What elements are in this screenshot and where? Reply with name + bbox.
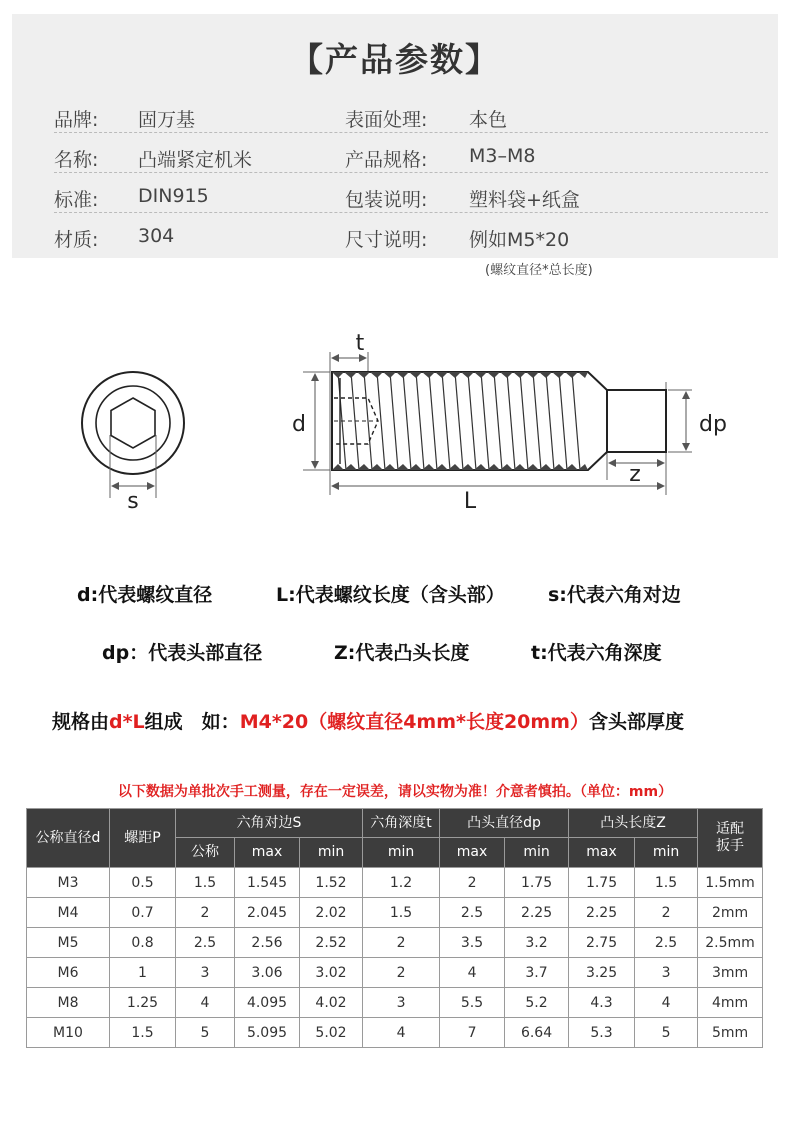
- table-cell: 3.7: [505, 958, 569, 988]
- table-row: [27, 958, 763, 988]
- table-cell: 2mm: [698, 898, 763, 928]
- table-cell: 5mm: [698, 1018, 763, 1048]
- table-cell: 2.5: [176, 928, 235, 958]
- spec-formula: d*L: [109, 711, 145, 733]
- divider: [54, 172, 768, 173]
- spec-suffix: 含头部厚度: [588, 711, 684, 733]
- table-cell: 2: [363, 958, 440, 988]
- spec-description: [52, 707, 684, 734]
- legend-s: s:代表六角对边: [548, 584, 681, 606]
- spec-middle: 组成 如：: [144, 711, 240, 733]
- param-value: M3–M8: [469, 145, 536, 167]
- table-cell: 3.5: [440, 928, 505, 958]
- table-cell: 3.2: [505, 928, 569, 958]
- subheader-max: max: [235, 838, 300, 868]
- label-dp: dp: [699, 412, 727, 437]
- table-cell: 4: [635, 988, 698, 1018]
- table-cell: 2: [635, 898, 698, 928]
- table-cell: 2.5: [635, 928, 698, 958]
- header-wrench-label: 适配扳手: [716, 821, 745, 854]
- measurement-warning: 以下数据为单批次手工测量，存在一定误差，请以实物为准！介意者慎拍。（单位：mm）: [117, 784, 673, 800]
- table-cell: 2.5mm: [698, 928, 763, 958]
- table-cell: 4mm: [698, 988, 763, 1018]
- divider: [54, 132, 768, 133]
- table-cell: 1.545: [235, 868, 300, 898]
- table-cell: 3mm: [698, 958, 763, 988]
- table-row: [27, 1018, 763, 1048]
- table-cell: 1.52: [300, 868, 363, 898]
- table-cell: 4: [176, 988, 235, 1018]
- spec-table: [26, 808, 763, 1048]
- table-cell: 5: [176, 1018, 235, 1048]
- param-value: 304: [138, 225, 175, 247]
- param-row: [54, 97, 754, 137]
- table-cell: 6.64: [505, 1018, 569, 1048]
- table-cell: 1.75: [505, 868, 569, 898]
- table-cell: 5.095: [235, 1018, 300, 1048]
- header-nominal-diameter: 公称直径d: [27, 809, 110, 868]
- dog-point: [607, 390, 666, 452]
- subheader-min: min: [300, 838, 363, 868]
- product-params-panel: [12, 14, 778, 258]
- subheader-min: min: [363, 838, 440, 868]
- table-cell: M4: [27, 898, 110, 928]
- header-hex-across-flats: 六角对边S: [176, 809, 363, 838]
- table-cell: 0.5: [110, 868, 176, 898]
- subheader-nominal: 公称: [176, 838, 235, 868]
- table-cell: 2.02: [300, 898, 363, 928]
- header-dog-point-length: 凸头长度Z: [569, 809, 698, 838]
- param-key: 表面处理:: [345, 109, 428, 131]
- divider: [54, 212, 768, 213]
- end-view-outer-circle: [82, 372, 184, 474]
- param-value: 凸端紧定机米: [138, 149, 253, 171]
- table-cell: 0.8: [110, 928, 176, 958]
- table-cell: M10: [27, 1018, 110, 1048]
- label-d: d: [292, 412, 306, 437]
- table-cell: 5.5: [440, 988, 505, 1018]
- table-cell: 3: [363, 988, 440, 1018]
- table-cell: M8: [27, 988, 110, 1018]
- header-wrench: [698, 809, 763, 868]
- hex-socket-outline: [111, 398, 155, 448]
- param-value: DIN915: [138, 185, 209, 207]
- header-pitch: 螺距P: [110, 809, 176, 868]
- table-cell: 2: [176, 898, 235, 928]
- table-cell: 1.25: [110, 988, 176, 1018]
- table-cell: 7: [440, 1018, 505, 1048]
- table-cell: 5.2: [505, 988, 569, 1018]
- spec-prefix: 规格由: [52, 711, 110, 733]
- table-cell: 1.5mm: [698, 868, 763, 898]
- table-cell: 2: [363, 928, 440, 958]
- legend-L: L:代表螺纹长度（含头部）: [276, 584, 505, 606]
- table-cell: 1.5: [110, 1018, 176, 1048]
- size-note: (螺纹直径*总长度): [485, 263, 593, 278]
- subheader-min: min: [505, 838, 569, 868]
- param-key: 品牌:: [54, 109, 99, 131]
- table-body: [27, 868, 763, 1048]
- param-value: 例如M5*20: [469, 229, 570, 251]
- subheader-min: min: [635, 838, 698, 868]
- param-key: 名称:: [54, 149, 99, 171]
- table-cell: 2.045: [235, 898, 300, 928]
- table-cell: M3: [27, 868, 110, 898]
- table-cell: 5.3: [569, 1018, 635, 1048]
- table-cell: 2.5: [440, 898, 505, 928]
- legend-t: t:代表六角深度: [531, 642, 662, 664]
- table-cell: 1.5: [363, 898, 440, 928]
- param-key: 产品规格:: [345, 149, 428, 171]
- param-row: [54, 177, 754, 217]
- table-cell: 3.06: [235, 958, 300, 988]
- param-value: 固万基: [138, 109, 196, 131]
- table-cell: 2.25: [569, 898, 635, 928]
- end-view: [82, 372, 184, 514]
- param-key: 包装说明:: [345, 189, 428, 211]
- side-view: [292, 331, 727, 514]
- table-cell: 3.25: [569, 958, 635, 988]
- table-cell: 5.02: [300, 1018, 363, 1048]
- subheader-max: max: [440, 838, 505, 868]
- header-hex-depth: 六角深度t: [363, 809, 440, 838]
- table-cell: 4.02: [300, 988, 363, 1018]
- table-row: [27, 868, 763, 898]
- table-cell: 3.02: [300, 958, 363, 988]
- table-cell: 1.5: [176, 868, 235, 898]
- param-key: 材质:: [54, 229, 99, 251]
- table-row: [27, 928, 763, 958]
- param-row: [54, 137, 754, 177]
- table-cell: 3: [176, 958, 235, 988]
- subheader-max: max: [569, 838, 635, 868]
- param-key: 尺寸说明:: [345, 229, 428, 251]
- table-cell: 4.095: [235, 988, 300, 1018]
- table-cell: M6: [27, 958, 110, 988]
- param-value: 塑料袋+纸盒: [469, 189, 580, 211]
- table-cell: 5: [635, 1018, 698, 1048]
- table-cell: 4: [440, 958, 505, 988]
- param-row: [54, 217, 754, 257]
- table-header-row: [27, 809, 763, 838]
- table-cell: 2.56: [235, 928, 300, 958]
- table-cell: 2.75: [569, 928, 635, 958]
- table-cell: M5: [27, 928, 110, 958]
- table-cell: 2.52: [300, 928, 363, 958]
- legend-Z: Z:代表凸头长度: [334, 642, 470, 664]
- table-cell: 0.7: [110, 898, 176, 928]
- label-t: t: [355, 331, 365, 356]
- param-key: 标准:: [54, 189, 99, 211]
- table-cell: 2.25: [505, 898, 569, 928]
- table-cell: 4: [363, 1018, 440, 1048]
- table-cell: 1: [110, 958, 176, 988]
- label-L: L: [463, 489, 477, 514]
- table-cell: 3: [635, 958, 698, 988]
- legend-d: d:代表螺纹直径: [77, 584, 213, 606]
- header-dog-point-diameter: 凸头直径dp: [440, 809, 569, 838]
- label-z: z: [629, 462, 641, 487]
- params-title: 【产品参数】: [290, 40, 500, 79]
- table-cell: 1.75: [569, 868, 635, 898]
- table-cell: 1.5: [635, 868, 698, 898]
- legend-dp: dp：代表头部直径: [102, 642, 263, 664]
- table-row: [27, 898, 763, 928]
- table-cell: 4.3: [569, 988, 635, 1018]
- table-row: [27, 988, 763, 1018]
- table-cell: 2: [440, 868, 505, 898]
- spec-example: M4*20（螺纹直径4mm*长度20mm）: [239, 711, 589, 733]
- label-s: s: [127, 489, 139, 514]
- param-value: 本色: [469, 109, 508, 131]
- table-cell: 1.2: [363, 868, 440, 898]
- dimension-diagram: [0, 320, 790, 520]
